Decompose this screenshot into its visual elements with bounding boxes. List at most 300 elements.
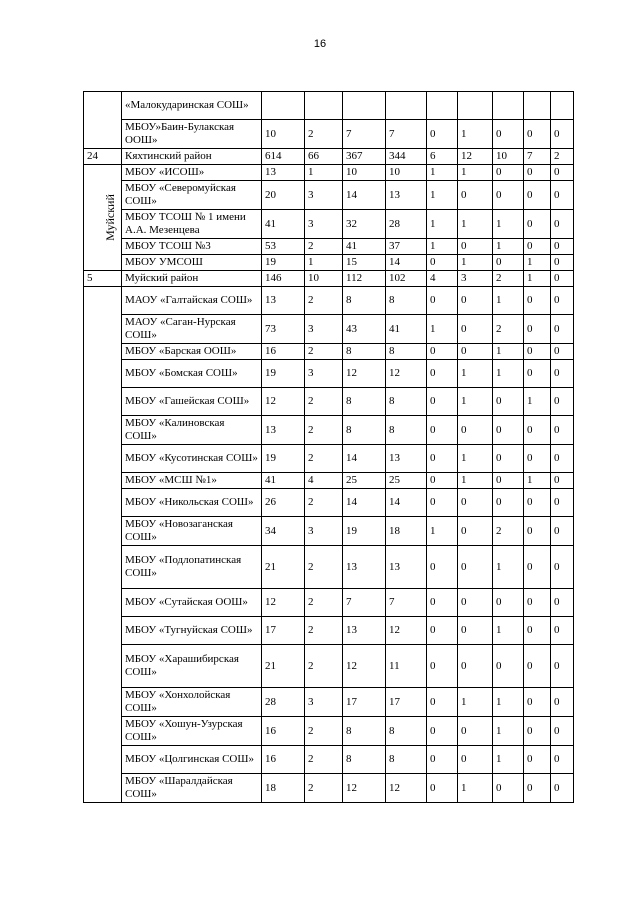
value-cell: 0	[493, 489, 524, 517]
value-cell: 13	[386, 181, 427, 210]
value-cell: 0	[524, 210, 551, 239]
value-cell: 0	[458, 239, 493, 255]
value-cell: 0	[458, 181, 493, 210]
value-cell: 0	[427, 489, 458, 517]
value-cell: 0	[427, 617, 458, 645]
value-cell: 25	[343, 473, 386, 489]
value-cell: 2	[305, 589, 343, 617]
value-cell: 4	[427, 271, 458, 287]
value-cell: 1	[493, 717, 524, 746]
value-cell: 1	[305, 255, 343, 271]
value-cell: 2	[305, 645, 343, 688]
value-cell: 28	[386, 210, 427, 239]
value-cell: 0	[524, 181, 551, 210]
value-cell: 21	[262, 546, 305, 589]
value-cell: 1	[458, 210, 493, 239]
value-cell: 10	[262, 120, 305, 149]
value-cell: 0	[524, 717, 551, 746]
value-cell: 0	[551, 344, 574, 360]
value-cell: 0	[493, 181, 524, 210]
value-cell: 0	[458, 416, 493, 445]
value-cell: 3	[305, 181, 343, 210]
school-row	[84, 239, 574, 255]
value-cell: 13	[343, 617, 386, 645]
value-cell: 1	[427, 210, 458, 239]
value-cell: 0	[524, 617, 551, 645]
value-cell: 0	[551, 445, 574, 473]
school-row	[84, 774, 574, 803]
value-cell: 12	[262, 388, 305, 416]
value-cell: 0	[427, 645, 458, 688]
value-cell: 2	[305, 239, 343, 255]
value-cell: 0	[427, 360, 458, 388]
value-cell: 0	[524, 165, 551, 181]
value-cell: 0	[524, 344, 551, 360]
value-cell: 0	[524, 774, 551, 803]
value-cell: 12	[386, 360, 427, 388]
value-cell: 0	[524, 489, 551, 517]
value-cell: 7	[343, 589, 386, 617]
value-cell: 1	[427, 315, 458, 344]
school-name: МБОУ «Подлопатинская СОШ»	[122, 546, 262, 589]
value-cell: 10	[343, 165, 386, 181]
value-cell: 8	[343, 287, 386, 315]
value-cell: 0	[427, 717, 458, 746]
value-cell: 7	[343, 120, 386, 149]
school-row	[84, 589, 574, 617]
value-cell: 0	[551, 239, 574, 255]
school-row	[84, 546, 574, 589]
value-cell: 0	[493, 416, 524, 445]
value-cell: 12	[386, 617, 427, 645]
value-cell: 0	[458, 489, 493, 517]
value-cell	[458, 92, 493, 120]
value-cell: 14	[343, 489, 386, 517]
value-cell: 0	[493, 255, 524, 271]
value-cell: 0	[551, 388, 574, 416]
value-cell: 1	[458, 360, 493, 388]
school-row	[84, 746, 574, 774]
page-number: 16	[313, 38, 327, 50]
value-cell: 8	[386, 717, 427, 746]
value-cell: 11	[386, 645, 427, 688]
value-cell	[386, 92, 427, 120]
value-cell: 1	[493, 546, 524, 589]
value-cell: 0	[524, 645, 551, 688]
value-cell: 25	[386, 473, 427, 489]
value-cell: 0	[551, 617, 574, 645]
school-name: МБОУ «Барская ООШ»	[122, 344, 262, 360]
school-name: МБОУ ТСОШ №3	[122, 239, 262, 255]
row-number: 5	[84, 271, 122, 287]
school-name: МБОУ ТСОШ № 1 имени А.А. Мезенцева	[122, 210, 262, 239]
value-cell: 0	[427, 416, 458, 445]
value-cell: 2	[493, 271, 524, 287]
value-cell: 32	[343, 210, 386, 239]
value-cell	[493, 92, 524, 120]
value-cell: 1	[458, 445, 493, 473]
value-cell: 8	[386, 344, 427, 360]
value-cell: 4	[305, 473, 343, 489]
value-cell: 19	[262, 360, 305, 388]
value-cell: 12	[343, 360, 386, 388]
school-row	[84, 645, 574, 688]
value-cell: 17	[262, 617, 305, 645]
value-cell: 1	[493, 210, 524, 239]
value-cell: 0	[551, 416, 574, 445]
value-cell: 0	[551, 287, 574, 315]
value-cell: 1	[524, 388, 551, 416]
value-cell: 0	[551, 774, 574, 803]
school-row	[84, 181, 574, 210]
value-cell: 1	[427, 239, 458, 255]
value-cell: 1	[493, 688, 524, 717]
school-name: МБОУ «Шаралдайская СОШ»	[122, 774, 262, 803]
district-label: Муйский	[102, 193, 117, 241]
value-cell: 0	[524, 120, 551, 149]
value-cell: 6	[427, 149, 458, 165]
value-cell: 0	[427, 589, 458, 617]
value-cell: 0	[493, 645, 524, 688]
value-cell: 14	[343, 181, 386, 210]
value-cell: 66	[305, 149, 343, 165]
value-cell: 0	[551, 271, 574, 287]
value-cell: 0	[524, 517, 551, 546]
value-cell: 2	[305, 416, 343, 445]
value-cell: 102	[386, 271, 427, 287]
value-cell: 1	[458, 255, 493, 271]
school-row	[84, 473, 574, 489]
value-cell: 0	[524, 746, 551, 774]
value-cell: 0	[427, 746, 458, 774]
value-cell: 0	[551, 360, 574, 388]
value-cell: 1	[427, 517, 458, 546]
school-name: МБОУ «Кусотинская СОШ»	[122, 445, 262, 473]
school-row	[84, 489, 574, 517]
value-cell: 8	[343, 746, 386, 774]
value-cell: 7	[524, 149, 551, 165]
school-name: МБОУ УМСОШ	[122, 255, 262, 271]
value-cell: 0	[551, 315, 574, 344]
value-cell	[427, 92, 458, 120]
value-cell: 10	[386, 165, 427, 181]
value-cell: 13	[386, 445, 427, 473]
district-label-cell	[84, 287, 122, 803]
value-cell: 3	[305, 517, 343, 546]
value-cell: 73	[262, 315, 305, 344]
school-row	[84, 210, 574, 239]
value-cell: 28	[262, 688, 305, 717]
value-cell: 0	[524, 239, 551, 255]
value-cell: 0	[427, 774, 458, 803]
school-row	[84, 445, 574, 473]
school-row	[84, 617, 574, 645]
value-cell: 112	[343, 271, 386, 287]
value-cell: 0	[551, 688, 574, 717]
value-cell: 1	[493, 287, 524, 315]
value-cell: 18	[262, 774, 305, 803]
value-cell: 26	[262, 489, 305, 517]
value-cell: 0	[427, 473, 458, 489]
value-cell: 8	[343, 717, 386, 746]
value-cell: 0	[493, 120, 524, 149]
value-cell: 12	[458, 149, 493, 165]
value-cell: 0	[458, 517, 493, 546]
school-row	[84, 360, 574, 388]
value-cell: 13	[343, 546, 386, 589]
school-name: «Малокударинская СОШ»	[122, 92, 262, 120]
value-cell: 12	[262, 589, 305, 617]
value-cell: 0	[551, 473, 574, 489]
school-name: МБОУ «Тугнуйская СОШ»	[122, 617, 262, 645]
school-row	[84, 388, 574, 416]
value-cell: 1	[524, 271, 551, 287]
value-cell: 2	[305, 617, 343, 645]
value-cell: 2	[305, 287, 343, 315]
value-cell: 2	[305, 489, 343, 517]
value-cell: 0	[427, 688, 458, 717]
school-row	[84, 717, 574, 746]
value-cell: 53	[262, 239, 305, 255]
school-row	[84, 315, 574, 344]
value-cell: 12	[343, 774, 386, 803]
value-cell: 1	[524, 255, 551, 271]
value-cell: 3	[305, 210, 343, 239]
school-name: МБОУ «Калиновская СОШ»	[122, 416, 262, 445]
value-cell: 0	[551, 517, 574, 546]
value-cell: 1	[524, 473, 551, 489]
value-cell: 0	[524, 416, 551, 445]
value-cell: 8	[386, 746, 427, 774]
school-row	[84, 120, 574, 149]
value-cell: 16	[262, 717, 305, 746]
value-cell: 2	[305, 445, 343, 473]
value-cell: 3	[305, 315, 343, 344]
value-cell: 1	[458, 473, 493, 489]
value-cell: 2	[551, 149, 574, 165]
value-cell: 0	[493, 388, 524, 416]
value-cell: 0	[551, 546, 574, 589]
value-cell: 0	[524, 688, 551, 717]
value-cell: 19	[343, 517, 386, 546]
value-cell: 2	[305, 774, 343, 803]
value-cell: 0	[524, 546, 551, 589]
value-cell: 2	[305, 717, 343, 746]
value-cell: 1	[493, 617, 524, 645]
value-cell: 13	[386, 546, 427, 589]
value-cell: 0	[551, 717, 574, 746]
value-cell: 13	[262, 287, 305, 315]
value-cell	[551, 92, 574, 120]
school-name: МБОУ «Цолгинская СОШ»	[122, 746, 262, 774]
value-cell: 37	[386, 239, 427, 255]
value-cell: 21	[262, 645, 305, 688]
value-cell: 19	[262, 445, 305, 473]
value-cell: 2	[305, 388, 343, 416]
value-cell: 17	[343, 688, 386, 717]
value-cell: 0	[427, 546, 458, 589]
value-cell: 41	[262, 210, 305, 239]
value-cell: 0	[458, 717, 493, 746]
value-cell: 16	[262, 746, 305, 774]
value-cell: 0	[458, 746, 493, 774]
value-cell: 14	[386, 489, 427, 517]
value-cell: 0	[493, 445, 524, 473]
school-name: МБОУ «ИСОШ»	[122, 165, 262, 181]
school-row	[84, 92, 574, 120]
value-cell: 1	[305, 165, 343, 181]
value-cell: 1	[427, 181, 458, 210]
value-cell: 0	[551, 165, 574, 181]
value-cell: 0	[427, 388, 458, 416]
value-cell: 2	[305, 546, 343, 589]
value-cell: 0	[458, 546, 493, 589]
value-cell: 13	[262, 416, 305, 445]
value-cell: 17	[386, 688, 427, 717]
value-cell: 0	[551, 589, 574, 617]
value-cell: 16	[262, 344, 305, 360]
school-name: МБОУ»Баин-Булакская ООШ»	[122, 120, 262, 149]
value-cell: 14	[386, 255, 427, 271]
schools-table	[83, 91, 574, 803]
school-row	[84, 287, 574, 315]
school-row	[84, 688, 574, 717]
value-cell: 0	[551, 489, 574, 517]
value-cell: 0	[458, 287, 493, 315]
value-cell: 0	[551, 120, 574, 149]
value-cell: 0	[551, 255, 574, 271]
district-label-cell	[84, 165, 122, 271]
value-cell: 0	[427, 255, 458, 271]
value-cell: 1	[458, 120, 493, 149]
value-cell: 1	[493, 239, 524, 255]
value-cell	[524, 92, 551, 120]
school-name: МБОУ «Бомская СОШ»	[122, 360, 262, 388]
value-cell: 0	[551, 746, 574, 774]
value-cell: 0	[427, 344, 458, 360]
value-cell: 0	[551, 645, 574, 688]
value-cell: 41	[386, 315, 427, 344]
value-cell: 12	[386, 774, 427, 803]
value-cell: 0	[551, 210, 574, 239]
school-name: МБОУ «Харашибирская СОШ»	[122, 645, 262, 688]
value-cell: 41	[343, 239, 386, 255]
value-cell: 1	[427, 165, 458, 181]
value-cell: 7	[386, 120, 427, 149]
value-cell: 2	[305, 120, 343, 149]
value-cell: 1	[458, 688, 493, 717]
value-cell: 20	[262, 181, 305, 210]
school-name: МБОУ «Северомуйская СОШ»	[122, 181, 262, 210]
value-cell: 0	[524, 445, 551, 473]
school-row	[84, 165, 574, 181]
value-cell: 367	[343, 149, 386, 165]
value-cell: 1	[493, 746, 524, 774]
school-name: МБОУ «Гашейская СОШ»	[122, 388, 262, 416]
value-cell: 8	[386, 287, 427, 315]
value-cell: 43	[343, 315, 386, 344]
school-name: МБОУ «Новозаганская СОШ»	[122, 517, 262, 546]
value-cell: 0	[524, 360, 551, 388]
value-cell: 1	[493, 344, 524, 360]
value-cell	[343, 92, 386, 120]
school-name: МБОУ «МСШ №1»	[122, 473, 262, 489]
school-name: МАОУ «Саган-Нурская СОШ»	[122, 315, 262, 344]
school-row	[84, 416, 574, 445]
district-total-name: Кяхтинский район	[122, 149, 262, 165]
value-cell: 0	[427, 287, 458, 315]
value-cell: 8	[343, 416, 386, 445]
value-cell: 0	[524, 589, 551, 617]
value-cell: 0	[427, 120, 458, 149]
value-cell: 0	[458, 617, 493, 645]
value-cell: 8	[343, 344, 386, 360]
value-cell	[305, 92, 343, 120]
row-number: 24	[84, 149, 122, 165]
value-cell: 2	[493, 315, 524, 344]
district-total-row	[84, 149, 574, 165]
value-cell	[262, 92, 305, 120]
value-cell: 8	[386, 388, 427, 416]
value-cell: 0	[427, 445, 458, 473]
district-total-name: Муйский район	[122, 271, 262, 287]
value-cell: 14	[343, 445, 386, 473]
value-cell: 0	[493, 774, 524, 803]
value-cell: 8	[386, 416, 427, 445]
value-cell: 18	[386, 517, 427, 546]
school-row	[84, 517, 574, 546]
value-cell: 0	[493, 589, 524, 617]
value-cell: 0	[524, 287, 551, 315]
value-cell: 41	[262, 473, 305, 489]
value-cell: 0	[493, 165, 524, 181]
value-cell: 15	[343, 255, 386, 271]
school-row	[84, 255, 574, 271]
value-cell: 1	[458, 388, 493, 416]
value-cell: 344	[386, 149, 427, 165]
value-cell: 0	[458, 344, 493, 360]
school-name: МБОУ «Хошун-Узурская СОШ»	[122, 717, 262, 746]
value-cell: 146	[262, 271, 305, 287]
school-name: МБОУ «Сутайская ООШ»	[122, 589, 262, 617]
value-cell: 2	[305, 746, 343, 774]
value-cell: 1	[493, 360, 524, 388]
value-cell: 13	[262, 165, 305, 181]
school-name: МАОУ «Галтайская СОШ»	[122, 287, 262, 315]
value-cell: 3	[305, 360, 343, 388]
value-cell: 2	[305, 344, 343, 360]
value-cell: 0	[458, 315, 493, 344]
school-row	[84, 344, 574, 360]
district-label-cell	[84, 92, 122, 149]
value-cell: 12	[343, 645, 386, 688]
value-cell: 10	[493, 149, 524, 165]
value-cell: 19	[262, 255, 305, 271]
value-cell: 8	[343, 388, 386, 416]
value-cell: 0	[458, 645, 493, 688]
value-cell: 0	[458, 589, 493, 617]
value-cell: 3	[458, 271, 493, 287]
value-cell: 2	[493, 517, 524, 546]
value-cell: 1	[458, 774, 493, 803]
value-cell: 0	[551, 181, 574, 210]
value-cell: 1	[458, 165, 493, 181]
value-cell: 0	[493, 473, 524, 489]
school-name: МБОУ «Хонхолойская СОШ»	[122, 688, 262, 717]
value-cell: 614	[262, 149, 305, 165]
value-cell: 0	[524, 315, 551, 344]
district-total-row	[84, 271, 574, 287]
